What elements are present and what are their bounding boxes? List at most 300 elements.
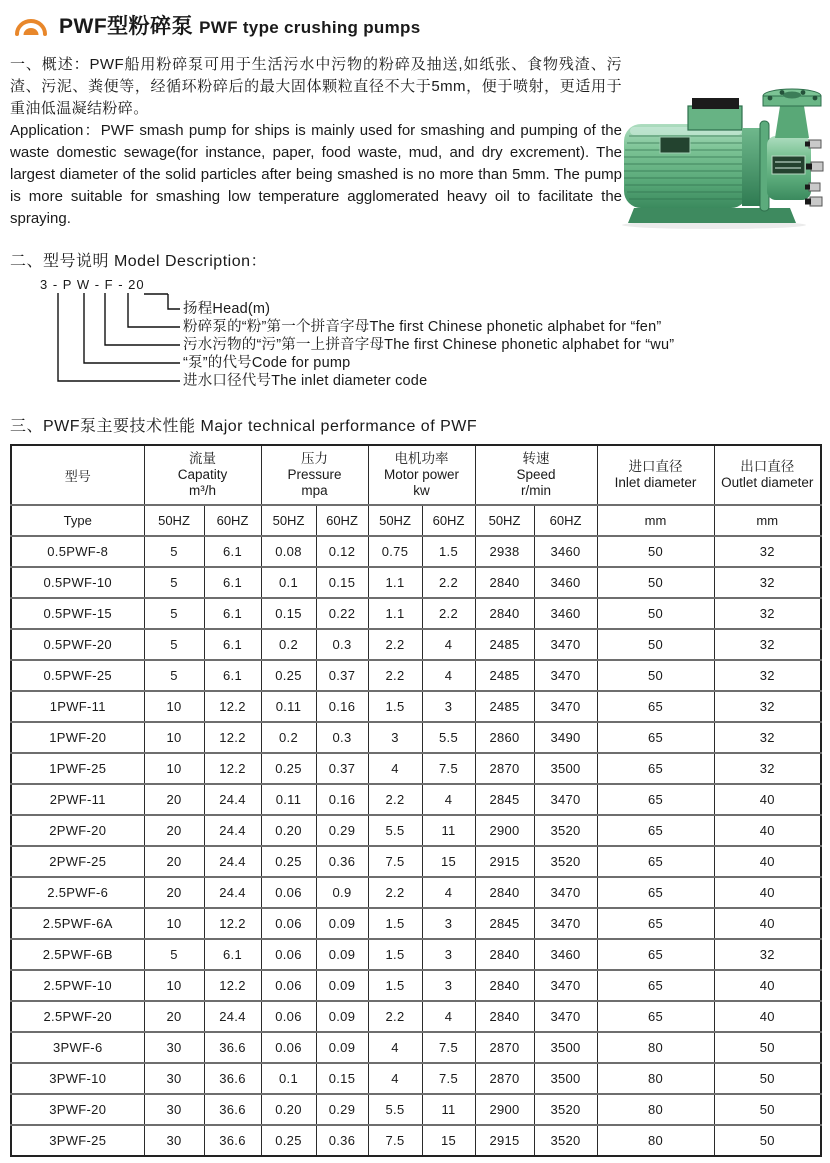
value-cell: 65 (597, 691, 714, 722)
value-cell: 0.22 (316, 598, 368, 629)
value-cell: 0.06 (261, 1032, 316, 1063)
value-cell: 3500 (534, 1063, 597, 1094)
value-cell: 2840 (475, 567, 534, 598)
value-cell: 65 (597, 939, 714, 970)
value-cell: 6.1 (204, 567, 261, 598)
value-cell: 2870 (475, 1063, 534, 1094)
value-cell: 12.2 (204, 970, 261, 1001)
value-cell: 0.9 (316, 877, 368, 908)
value-cell: 2938 (475, 536, 534, 567)
value-cell: 80 (597, 1094, 714, 1125)
value-cell: 12.2 (204, 908, 261, 939)
model-type-cell: 2PWF-20 (11, 815, 144, 846)
model-type-cell: 3PWF-20 (11, 1094, 144, 1125)
table-row (11, 939, 821, 970)
value-cell: 3490 (534, 722, 597, 753)
value-cell: 2870 (475, 1032, 534, 1063)
model-label-fen: 粉碎泵的“粉”第一个拼音字母The first Chinese phonetic alphabet for “fen” (183, 319, 662, 335)
value-cell: 2900 (475, 815, 534, 846)
value-cell: 6.1 (204, 598, 261, 629)
value-cell: 0.09 (316, 970, 368, 1001)
value-cell: 3470 (534, 629, 597, 660)
value-cell: 0.08 (261, 536, 316, 567)
table-row (11, 846, 821, 877)
value-cell: 2485 (475, 691, 534, 722)
pressure-zh: 压力 (301, 451, 328, 466)
value-cell: 65 (597, 1001, 714, 1032)
value-cell: 40 (714, 784, 821, 815)
value-cell: 50 (597, 536, 714, 567)
overview-paragraph-zh: 一、概述：PWF船用粉碎泵可用于生活污水中污物的粉碎及抽送,如纸张、食物残渣、污渣、污泥、粪便等，经循环粉碎后的最大固体颗粒直径不大于5mm，便于喷射，更适用于重油低温凝结粉碎。 (10, 56, 622, 117)
capacity-50hz: 50HZ (144, 505, 204, 536)
capacity-unit: m³/h (189, 483, 216, 498)
value-cell: 15 (422, 1125, 475, 1156)
value-cell: 4 (368, 1063, 422, 1094)
model-type-cell: 2.5PWF-6 (11, 877, 144, 908)
value-cell: 4 (422, 784, 475, 815)
value-cell: 0.37 (316, 753, 368, 784)
value-cell: 2915 (475, 1125, 534, 1156)
value-cell: 32 (714, 753, 821, 784)
value-cell: 50 (714, 1094, 821, 1125)
pressure-60hz: 60HZ (316, 505, 368, 536)
value-cell: 0.1 (261, 567, 316, 598)
model-type-cell: 0.5PWF-20 (11, 629, 144, 660)
table-row (11, 536, 821, 567)
value-cell: 10 (144, 691, 204, 722)
value-cell: 32 (714, 629, 821, 660)
value-cell: 4 (422, 660, 475, 691)
value-cell: 0.75 (368, 536, 422, 567)
model-type-cell: 0.5PWF-15 (11, 598, 144, 629)
page-title-zh: PWF型粉碎泵 (59, 15, 194, 38)
col-header-capacity (144, 445, 261, 505)
value-cell: 1.5 (368, 939, 422, 970)
value-cell: 32 (714, 722, 821, 753)
model-type-cell: 2.5PWF-6B (11, 939, 144, 970)
value-cell: 3470 (534, 691, 597, 722)
table-row (11, 784, 821, 815)
value-cell: 65 (597, 908, 714, 939)
value-cell: 1.5 (368, 691, 422, 722)
value-cell: 7.5 (368, 846, 422, 877)
col-header-speed (475, 445, 597, 505)
value-cell: 0.09 (316, 939, 368, 970)
value-cell: 65 (597, 784, 714, 815)
value-cell: 50 (597, 567, 714, 598)
value-cell: 2900 (475, 1094, 534, 1125)
value-cell: 1.5 (368, 970, 422, 1001)
table-row (11, 722, 821, 753)
value-cell: 1.1 (368, 598, 422, 629)
pressure-unit: mpa (301, 483, 328, 498)
motor-zh: 电机功率 (394, 451, 449, 466)
value-cell: 36.6 (204, 1063, 261, 1094)
value-cell: 32 (714, 567, 821, 598)
speed-50hz: 50HZ (475, 505, 534, 536)
value-cell: 24.4 (204, 877, 261, 908)
value-cell: 50 (597, 598, 714, 629)
value-cell: 10 (144, 753, 204, 784)
value-cell: 2840 (475, 877, 534, 908)
table-row (11, 567, 821, 598)
value-cell: 0.29 (316, 1094, 368, 1125)
speed-en: Speed (516, 467, 556, 482)
value-cell: 3 (422, 908, 475, 939)
value-cell: 7.5 (368, 1125, 422, 1156)
value-cell: 80 (597, 1032, 714, 1063)
value-cell: 65 (597, 722, 714, 753)
value-cell: 5 (144, 629, 204, 660)
model-type-cell: 2.5PWF-6A (11, 908, 144, 939)
value-cell: 1.5 (368, 908, 422, 939)
value-cell: 30 (144, 1125, 204, 1156)
value-cell: 36.6 (204, 1032, 261, 1063)
model-code-diagram (28, 277, 820, 399)
value-cell: 20 (144, 815, 204, 846)
value-cell: 65 (597, 753, 714, 784)
model-description-section (10, 248, 820, 399)
figure-column (622, 54, 820, 230)
value-cell: 0.25 (261, 660, 316, 691)
speed-60hz: 60HZ (534, 505, 597, 536)
value-cell: 0.06 (261, 877, 316, 908)
value-cell: 40 (714, 815, 821, 846)
value-cell: 24.4 (204, 784, 261, 815)
value-cell: 5 (144, 536, 204, 567)
value-cell: 80 (597, 1063, 714, 1094)
col-subheader-type: Type (11, 505, 144, 536)
value-cell: 24.4 (204, 846, 261, 877)
value-cell: 3470 (534, 970, 597, 1001)
model-type-cell: 0.5PWF-8 (11, 536, 144, 567)
value-cell: 20 (144, 1001, 204, 1032)
value-cell: 11 (422, 815, 475, 846)
value-cell: 0.06 (261, 908, 316, 939)
value-cell: 3 (422, 691, 475, 722)
value-cell: 40 (714, 1001, 821, 1032)
spec-table-body (11, 536, 821, 1156)
value-cell: 12.2 (204, 722, 261, 753)
value-cell: 5 (144, 939, 204, 970)
overview-section (10, 54, 820, 230)
value-cell: 0.36 (316, 1125, 368, 1156)
model-label-inlet-code: 进水口径代号The inlet diameter code (183, 373, 428, 389)
value-cell: 3 (422, 939, 475, 970)
col-header-pressure (261, 445, 368, 505)
pressure-en: Pressure (287, 467, 342, 482)
model-type-cell: 2.5PWF-10 (11, 970, 144, 1001)
motor-en: Motor power (383, 467, 460, 482)
model-type-cell: 0.5PWF-10 (11, 567, 144, 598)
value-cell: 3460 (534, 567, 597, 598)
col-header-inlet (597, 445, 714, 505)
pump-photo (612, 80, 824, 230)
value-cell: 2870 (475, 753, 534, 784)
model-type-cell: 1PWF-20 (11, 722, 144, 753)
value-cell: 30 (144, 1063, 204, 1094)
value-cell: 0.25 (261, 1125, 316, 1156)
value-cell: 50 (714, 1125, 821, 1156)
value-cell: 0.15 (261, 598, 316, 629)
value-cell: 0.25 (261, 753, 316, 784)
speed-zh: 转速 (522, 451, 550, 466)
value-cell: 12.2 (204, 753, 261, 784)
brand-arc-icon (12, 14, 50, 41)
value-cell: 6.1 (204, 536, 261, 567)
value-cell: 0.06 (261, 1001, 316, 1032)
value-cell: 0.3 (316, 722, 368, 753)
value-cell: 2.2 (368, 877, 422, 908)
value-cell: 3500 (534, 753, 597, 784)
value-cell: 10 (144, 908, 204, 939)
value-cell: 2485 (475, 660, 534, 691)
model-label-wu: 污水污物的“污”第一上拼音字母The first Chinese phonetic alphabet for “wu” (183, 337, 675, 353)
motor-unit: kw (413, 483, 430, 498)
table-header-row-1 (11, 445, 821, 505)
value-cell: 3520 (534, 846, 597, 877)
value-cell: 2860 (475, 722, 534, 753)
value-cell: 0.16 (316, 691, 368, 722)
value-cell: 6.1 (204, 939, 261, 970)
value-cell: 5 (144, 598, 204, 629)
table-row (11, 629, 821, 660)
value-cell: 0.20 (261, 1094, 316, 1125)
table-row (11, 753, 821, 784)
outlet-unit-mm: mm (714, 505, 821, 536)
value-cell: 0.09 (316, 908, 368, 939)
model-type-cell: 1PWF-11 (11, 691, 144, 722)
value-cell: 3 (368, 722, 422, 753)
value-cell: 3 (422, 970, 475, 1001)
pressure-50hz: 50HZ (261, 505, 316, 536)
value-cell: 0.25 (261, 846, 316, 877)
inlet-zh: 进口直径 (628, 459, 683, 474)
table-row (11, 1032, 821, 1063)
value-cell: 50 (714, 1063, 821, 1094)
value-cell: 65 (597, 815, 714, 846)
value-cell: 36.6 (204, 1125, 261, 1156)
value-cell: 0.06 (261, 970, 316, 1001)
value-cell: 30 (144, 1032, 204, 1063)
value-cell: 3520 (534, 1125, 597, 1156)
value-cell: 0.06 (261, 939, 316, 970)
motor-60hz: 60HZ (422, 505, 475, 536)
value-cell: 12.2 (204, 691, 261, 722)
value-cell: 32 (714, 939, 821, 970)
value-cell: 2845 (475, 908, 534, 939)
overview-text (10, 54, 622, 230)
spec-table (10, 444, 822, 1157)
value-cell: 2915 (475, 846, 534, 877)
table-row (11, 660, 821, 691)
value-cell: 20 (144, 846, 204, 877)
value-cell: 0.15 (316, 567, 368, 598)
value-cell: 1.1 (368, 567, 422, 598)
value-cell: 80 (597, 1125, 714, 1156)
value-cell: 10 (144, 970, 204, 1001)
model-code-labels (183, 300, 674, 390)
value-cell: 7.5 (422, 753, 475, 784)
table-header-row-2 (11, 505, 821, 536)
value-cell: 2.2 (368, 1001, 422, 1032)
performance-section (10, 413, 820, 1157)
col-header-motor-power (368, 445, 475, 505)
value-cell: 5.5 (422, 722, 475, 753)
value-cell: 36.6 (204, 1094, 261, 1125)
value-cell: 0.2 (261, 629, 316, 660)
model-label-pump-code: “泵”的代号Code for pump (183, 355, 351, 371)
value-cell: 0.29 (316, 815, 368, 846)
value-cell: 65 (597, 846, 714, 877)
value-cell: 32 (714, 691, 821, 722)
value-cell: 3460 (534, 598, 597, 629)
table-row (11, 1125, 821, 1156)
value-cell: 3470 (534, 660, 597, 691)
value-cell: 65 (597, 877, 714, 908)
value-cell: 0.36 (316, 846, 368, 877)
value-cell: 3520 (534, 815, 597, 846)
model-code: 3 - P W - F - 20 (40, 277, 145, 292)
value-cell: 0.09 (316, 1032, 368, 1063)
value-cell: 50 (597, 629, 714, 660)
outlet-zh: 出口直径 (740, 459, 795, 474)
model-type-cell: 2PWF-11 (11, 784, 144, 815)
value-cell: 0.1 (261, 1063, 316, 1094)
table-row (11, 1001, 821, 1032)
table-row (11, 1063, 821, 1094)
motor-50hz: 50HZ (368, 505, 422, 536)
capacity-60hz: 60HZ (204, 505, 261, 536)
value-cell: 40 (714, 970, 821, 1001)
value-cell: 4 (368, 1032, 422, 1063)
value-cell: 2845 (475, 784, 534, 815)
value-cell: 15 (422, 846, 475, 877)
value-cell: 6.1 (204, 660, 261, 691)
value-cell: 4 (422, 629, 475, 660)
value-cell: 0.2 (261, 722, 316, 753)
model-type-cell: 2PWF-25 (11, 846, 144, 877)
value-cell: 2840 (475, 970, 534, 1001)
value-cell: 4 (422, 877, 475, 908)
table-row (11, 970, 821, 1001)
model-type-cell: 3PWF-25 (11, 1125, 144, 1156)
value-cell: 7.5 (422, 1063, 475, 1094)
value-cell: 0.09 (316, 1001, 368, 1032)
value-cell: 5 (144, 567, 204, 598)
value-cell: 24.4 (204, 1001, 261, 1032)
table-row (11, 908, 821, 939)
value-cell: 50 (714, 1032, 821, 1063)
page-title (59, 14, 420, 41)
value-cell: 7.5 (422, 1032, 475, 1063)
value-cell: 0.16 (316, 784, 368, 815)
page-header (12, 14, 820, 41)
value-cell: 30 (144, 1094, 204, 1125)
value-cell: 3470 (534, 784, 597, 815)
value-cell: 3520 (534, 1094, 597, 1125)
value-cell: 65 (597, 970, 714, 1001)
col-header-type-zh: 型号 (11, 445, 144, 505)
value-cell: 2.2 (368, 629, 422, 660)
value-cell: 0.12 (316, 536, 368, 567)
value-cell: 3470 (534, 877, 597, 908)
model-type-cell: 0.5PWF-25 (11, 660, 144, 691)
value-cell: 3500 (534, 1032, 597, 1063)
value-cell: 3470 (534, 908, 597, 939)
performance-heading: 三、PWF泵主要技术性能 Major technical performance of PWF (10, 418, 478, 435)
value-cell: 5.5 (368, 1094, 422, 1125)
model-type-cell: 1PWF-25 (11, 753, 144, 784)
model-type-cell: 3PWF-10 (11, 1063, 144, 1094)
value-cell: 50 (597, 660, 714, 691)
table-row (11, 815, 821, 846)
value-cell: 0.11 (261, 784, 316, 815)
value-cell: 10 (144, 722, 204, 753)
value-cell: 2.2 (422, 598, 475, 629)
col-header-outlet (714, 445, 821, 505)
value-cell: 32 (714, 660, 821, 691)
page-title-en: PWF type crushing pumps (199, 18, 421, 37)
value-cell: 2485 (475, 629, 534, 660)
model-label-head: 扬程Head(m) (183, 301, 271, 317)
value-cell: 2840 (475, 939, 534, 970)
value-cell: 32 (714, 536, 821, 567)
value-cell: 2840 (475, 1001, 534, 1032)
value-cell: 0.20 (261, 815, 316, 846)
value-cell: 2.2 (368, 784, 422, 815)
value-cell: 40 (714, 877, 821, 908)
overview-paragraph-en: Application：PWF smash pump for ships is mainly used for smashing and pumping of the waste domestic sewage(for instance, paper, food waste, mud, and dry excrement). The largest diameter of the solid particles after being smashed is no more than 5mm. The pump is more suitable for smashing low temperature agglomerated heavy oil to facilitate the spraying. (10, 122, 622, 227)
value-cell: 1.5 (422, 536, 475, 567)
table-row (11, 598, 821, 629)
inlet-unit-mm: mm (597, 505, 714, 536)
outlet-en: Outlet diameter (721, 475, 814, 490)
model-type-cell: 2.5PWF-20 (11, 1001, 144, 1032)
model-description-heading: 二、型号说明 Model Description： (10, 253, 268, 270)
inlet-en: Inlet diameter (614, 475, 697, 490)
value-cell: 4 (368, 753, 422, 784)
speed-unit: r/min (521, 483, 551, 498)
value-cell: 32 (714, 598, 821, 629)
value-cell: 3460 (534, 939, 597, 970)
value-cell: 20 (144, 877, 204, 908)
value-cell: 40 (714, 908, 821, 939)
value-cell: 0.11 (261, 691, 316, 722)
value-cell: 6.1 (204, 629, 261, 660)
value-cell: 40 (714, 846, 821, 877)
value-cell: 5.5 (368, 815, 422, 846)
value-cell: 2840 (475, 598, 534, 629)
value-cell: 24.4 (204, 815, 261, 846)
value-cell: 11 (422, 1094, 475, 1125)
value-cell: 2.2 (422, 567, 475, 598)
value-cell: 3470 (534, 1001, 597, 1032)
capacity-zh: 流量 (189, 451, 216, 466)
value-cell: 0.3 (316, 629, 368, 660)
capacity-en: Capatity (177, 467, 228, 482)
value-cell: 0.15 (316, 1063, 368, 1094)
table-row (11, 1094, 821, 1125)
value-cell: 5 (144, 660, 204, 691)
table-row (11, 691, 821, 722)
value-cell: 0.37 (316, 660, 368, 691)
table-row (11, 877, 821, 908)
value-cell: 2.2 (368, 660, 422, 691)
value-cell: 20 (144, 784, 204, 815)
value-cell: 3460 (534, 536, 597, 567)
model-type-cell: 3PWF-6 (11, 1032, 144, 1063)
